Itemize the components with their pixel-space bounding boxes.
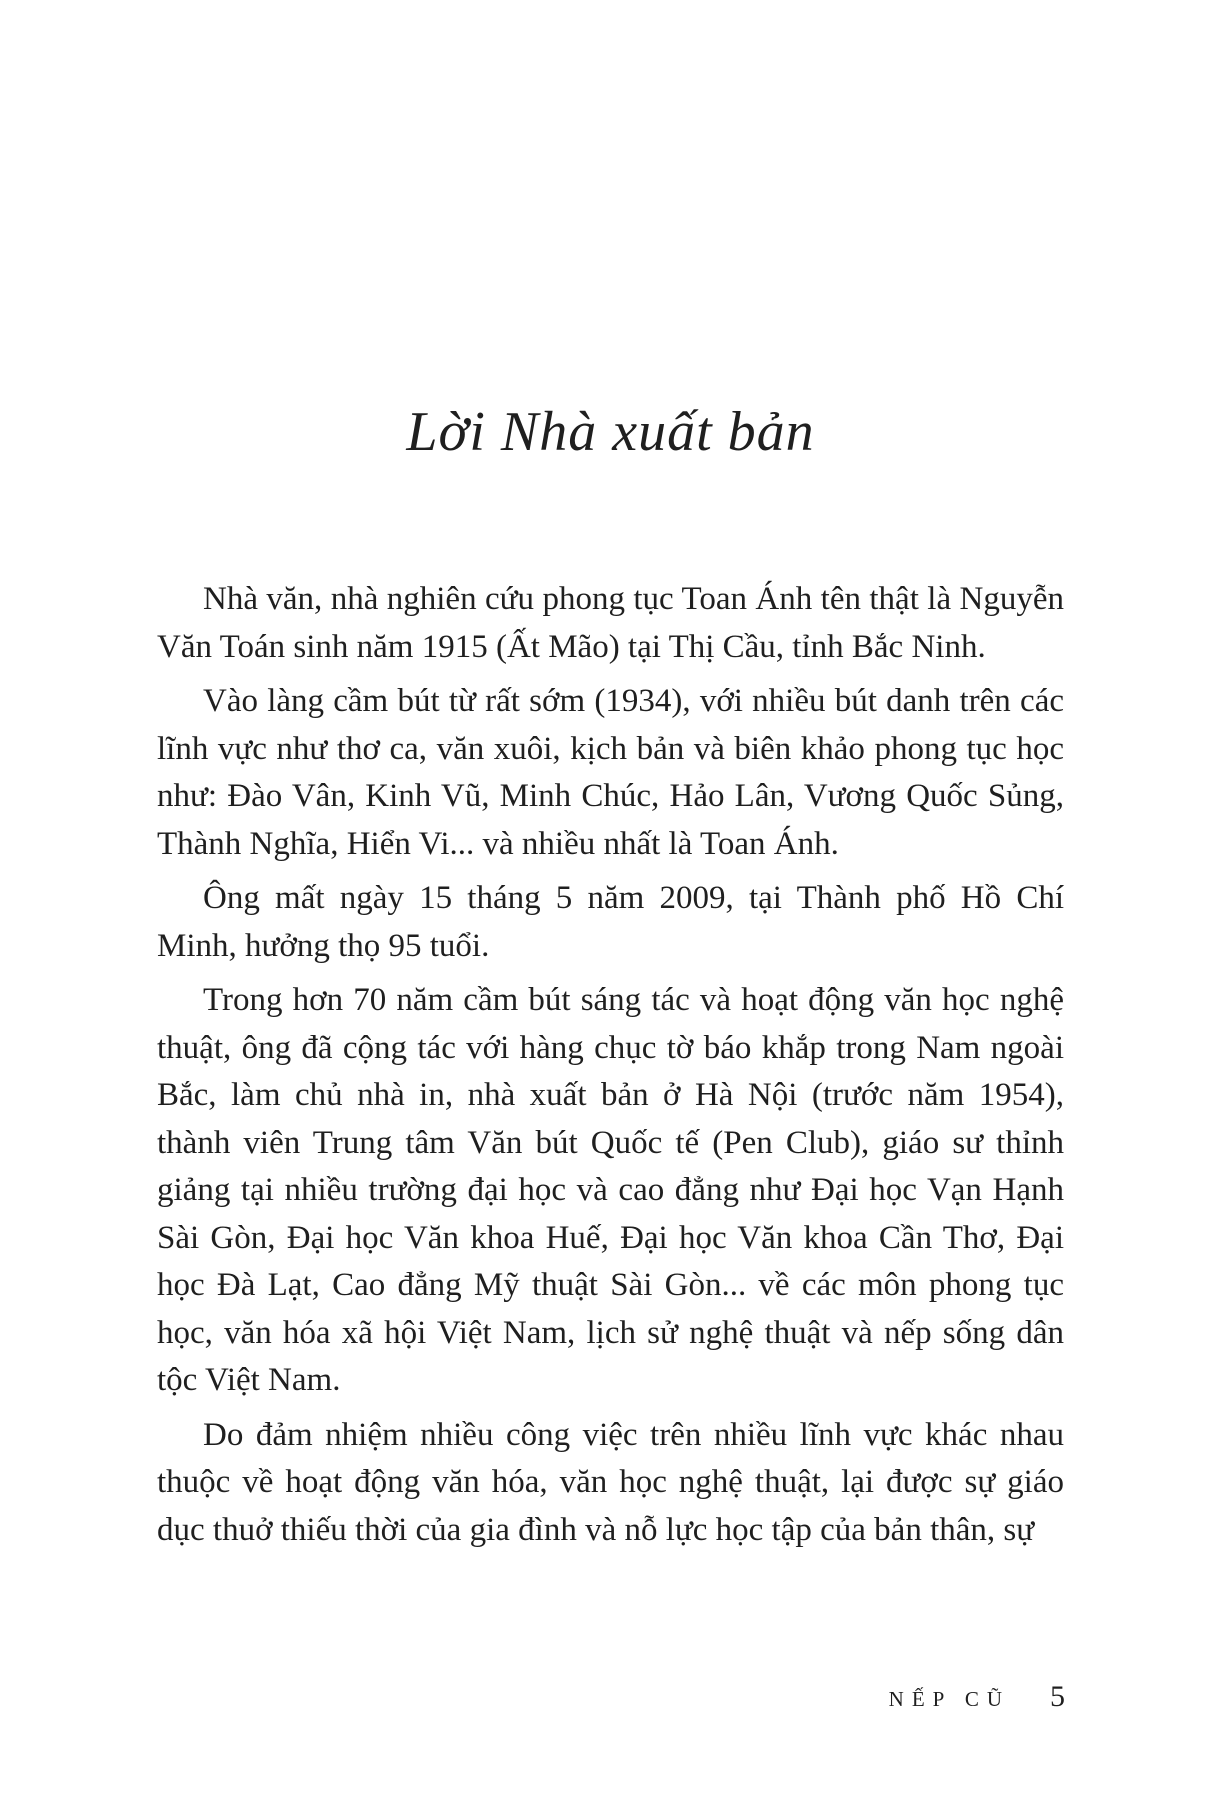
paragraph: Nhà văn, nhà nghiên cứu phong tục Toan Ánh tên thật là Nguyễn Văn Toán sinh năm 1915 (Ất Mão) tại Thị Cầu, tỉnh Bắc Ninh.	[157, 581, 1064, 665]
paragraph: Ông mất ngày 15 tháng 5 năm 2009, tại Thành phố Hồ Chí Minh, hưởng thọ 95 tuổi.	[157, 880, 1064, 964]
running-head: NẾP CŨ	[888, 1687, 1010, 1711]
paragraph: Vào làng cầm bút từ rất sớm (1934), với nhiều bút danh trên các lĩnh vực như thơ ca, văn xuôi, kịch bản và biên khảo phong tục học như: Đào Vân, Kinh Vũ, Minh Chúc, Hảo Lân, Vương Quốc Sủng, Thành Nghĩa, Hiển Vi... và nhiều nhất là Toan Ánh.	[157, 683, 1064, 862]
page-title: Lời Nhà xuất bản	[406, 401, 815, 463]
body-text	[157, 576, 1064, 1561]
page-footer	[889, 1680, 1065, 1714]
paragraph: Do đảm nhiệm nhiều công việc trên nhiều lĩnh vực khác nhau thuộc về hoạt động văn hóa, văn học nghệ thuật, lại được sự giáo dục thuở thiếu thời của gia đình và nỗ lực học tập của bản thân, sự	[157, 1416, 1064, 1548]
paragraph: Trong hơn 70 năm cầm bút sáng tác và hoạt động văn học nghệ thuật, ông đã cộng tác với hàng chục tờ báo khắp trong Nam ngoài Bắc, làm chủ nhà in, nhà xuất bản ở Hà Nội (trước năm 1954), thành viên Trung tâm Văn bút Quốc tế (Pen Club), giáo sư thỉnh giảng tại nhiều trường đại học và cao đẳng như Đại học Vạn Hạnh Sài Gòn, Đại học Văn khoa Huế, Đại học Văn khoa Cần Thơ, Đại học Đà Lạt, Cao đẳng Mỹ thuật Sài Gòn... về các môn phong tục học, văn hóa xã hội Việt Nam, lịch sử nghệ thuật và nếp sống dân tộc Việt Nam.	[157, 982, 1064, 1398]
page-number: 5	[1050, 1680, 1065, 1713]
